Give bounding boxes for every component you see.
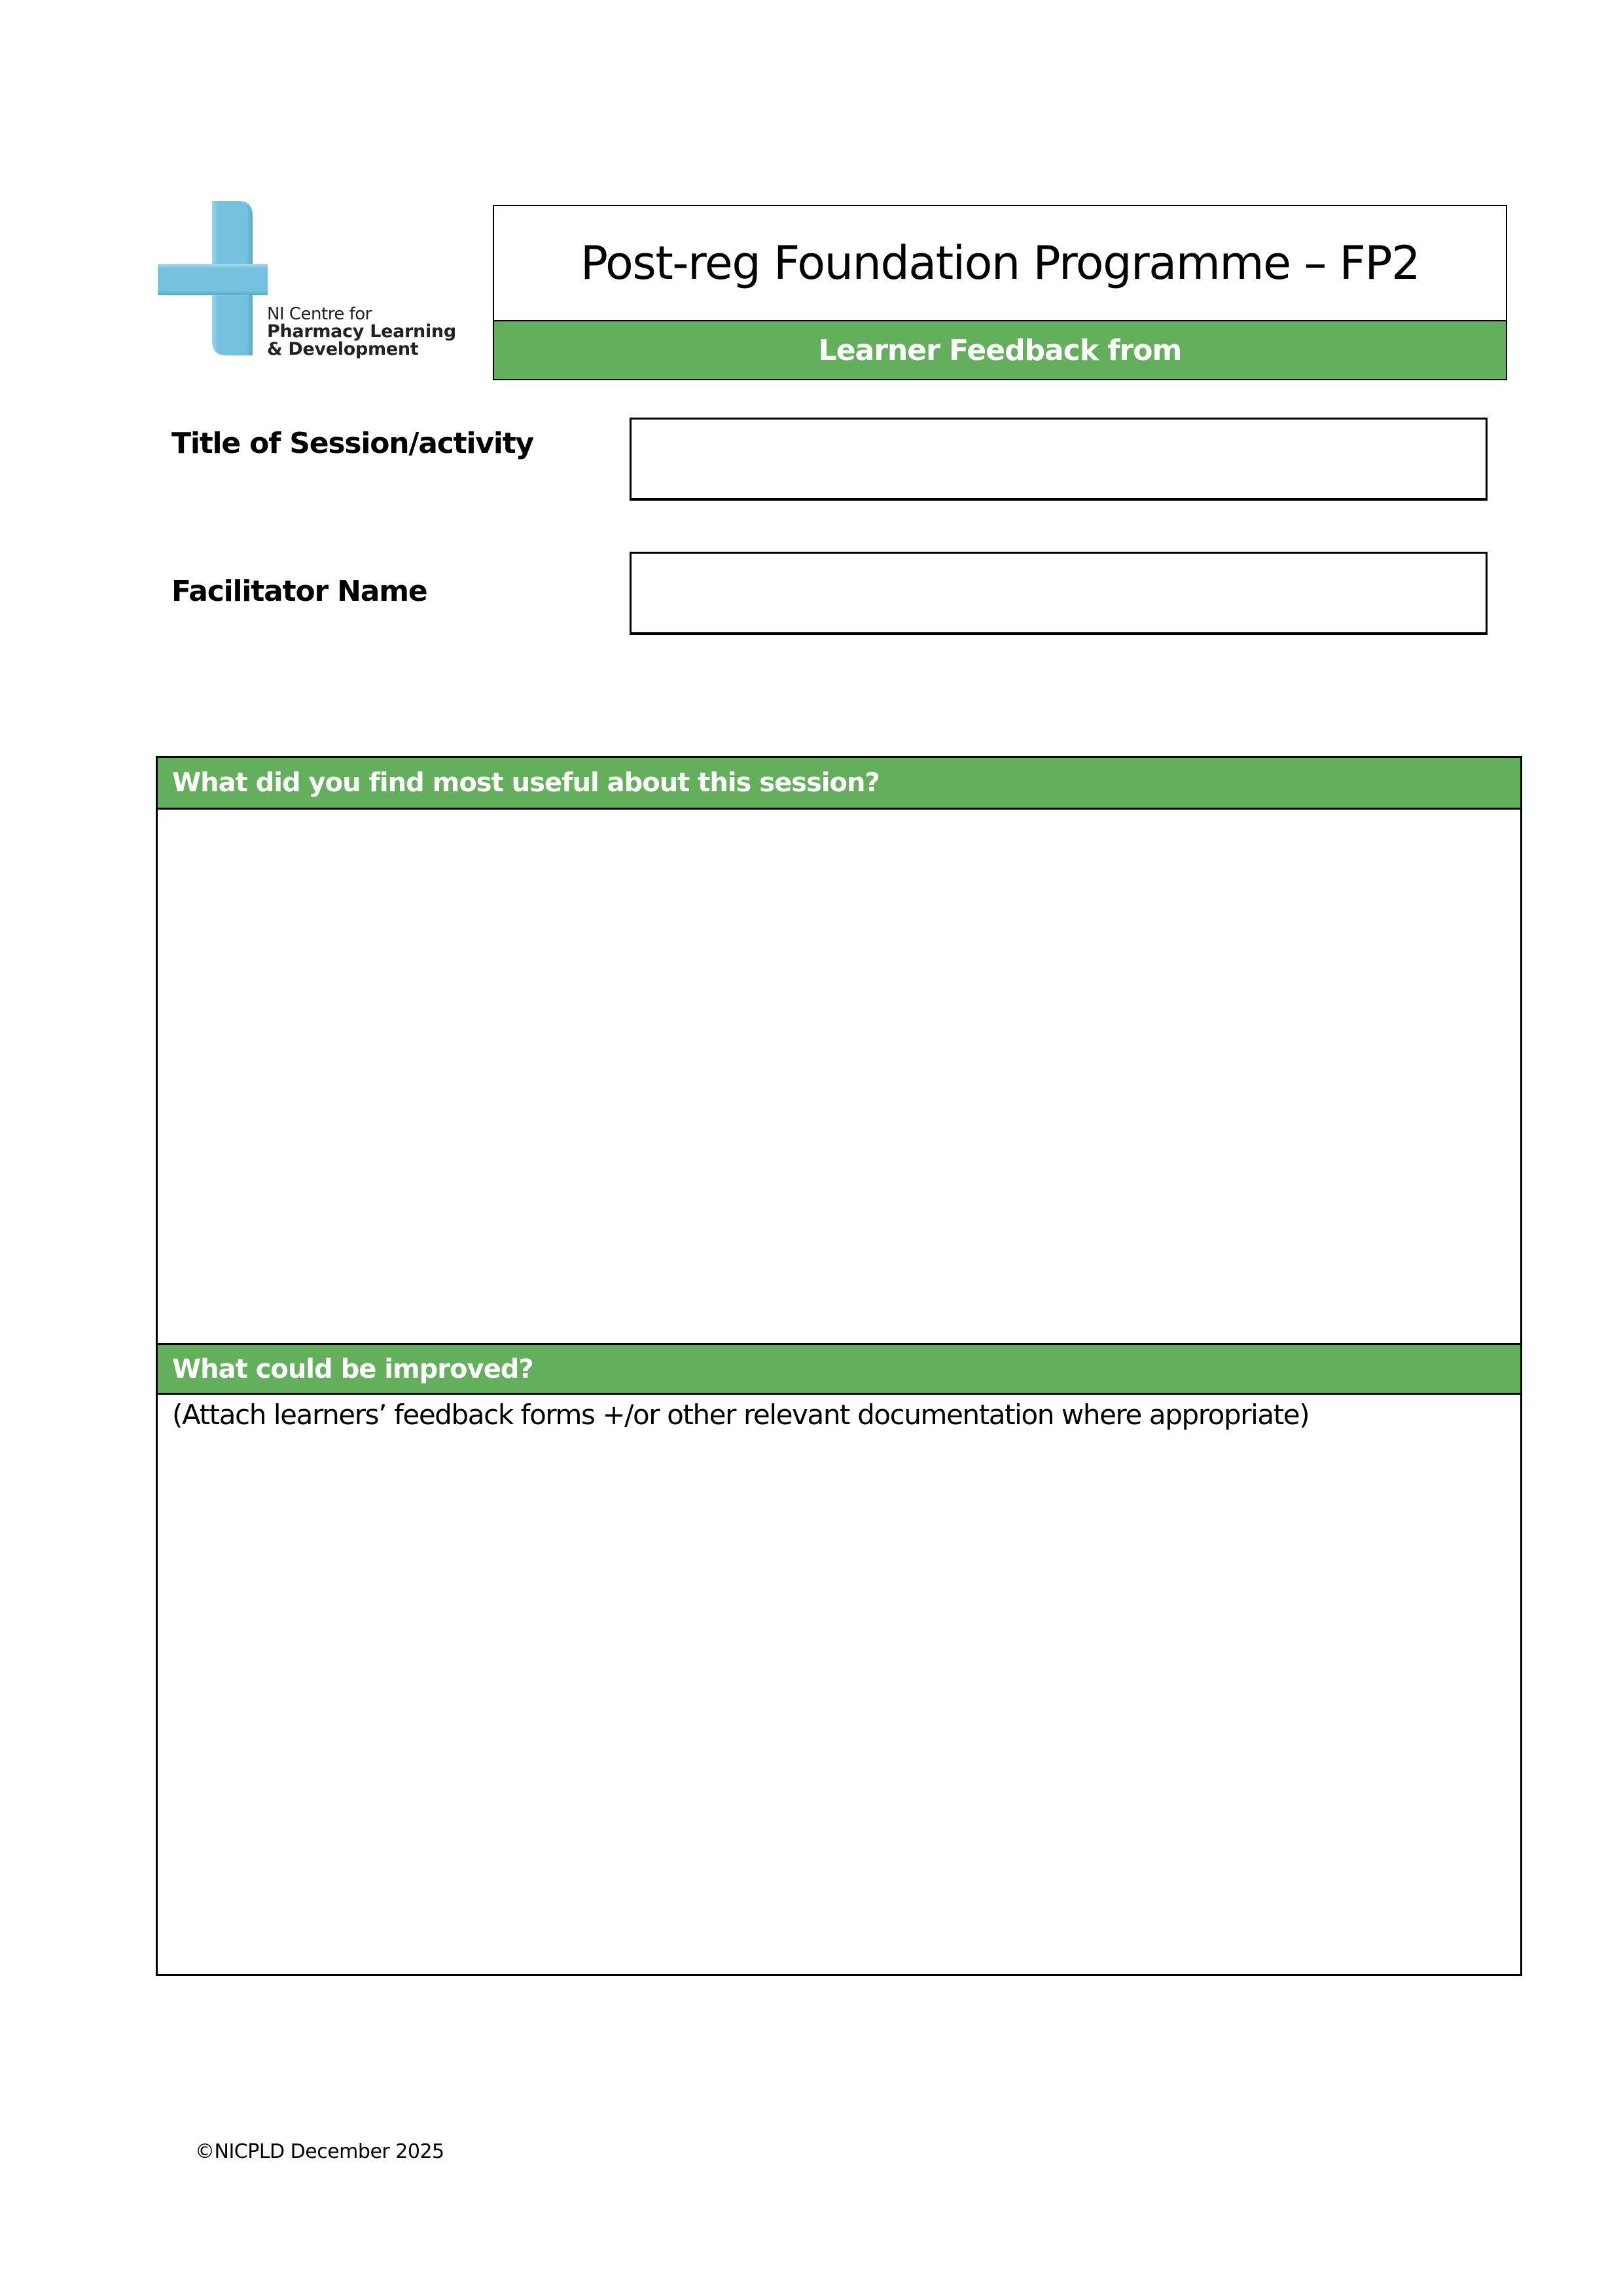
feedback-table (156, 756, 1522, 1976)
logo-text (267, 306, 456, 358)
most-useful-response-area[interactable] (158, 808, 1520, 1343)
facilitator-name-field[interactable] (630, 552, 1488, 635)
facilitator-name-label: Facilitator Name (171, 575, 427, 608)
programme-header (493, 205, 1507, 380)
page-title: Post-reg Foundation Programme – FP2 (580, 236, 1420, 290)
improvements-heading: What could be improved? (158, 1343, 1520, 1393)
pharmacy-cross-icon (157, 200, 268, 357)
form-subtitle-band: Learner Feedback from (494, 320, 1506, 379)
logo-line-1: NI Centre for (267, 304, 372, 324)
session-title-label: Title of Session/activity (171, 427, 534, 460)
logo-line-2: Pharmacy Learning (267, 321, 456, 342)
improvements-response-area[interactable] (158, 1393, 1520, 1437)
logo-line-3: & Development (267, 339, 419, 359)
most-useful-heading: What did you find most useful about this session? (158, 758, 1520, 808)
improvements-instruction: (Attach learners’ feedback forms +/or other relevant documentation where appropriate) (172, 1399, 1310, 1431)
copyright-footer: ©NICPLD December 2025 (195, 2140, 444, 2163)
nicpld-logo (157, 200, 465, 363)
session-title-field[interactable] (630, 418, 1488, 501)
